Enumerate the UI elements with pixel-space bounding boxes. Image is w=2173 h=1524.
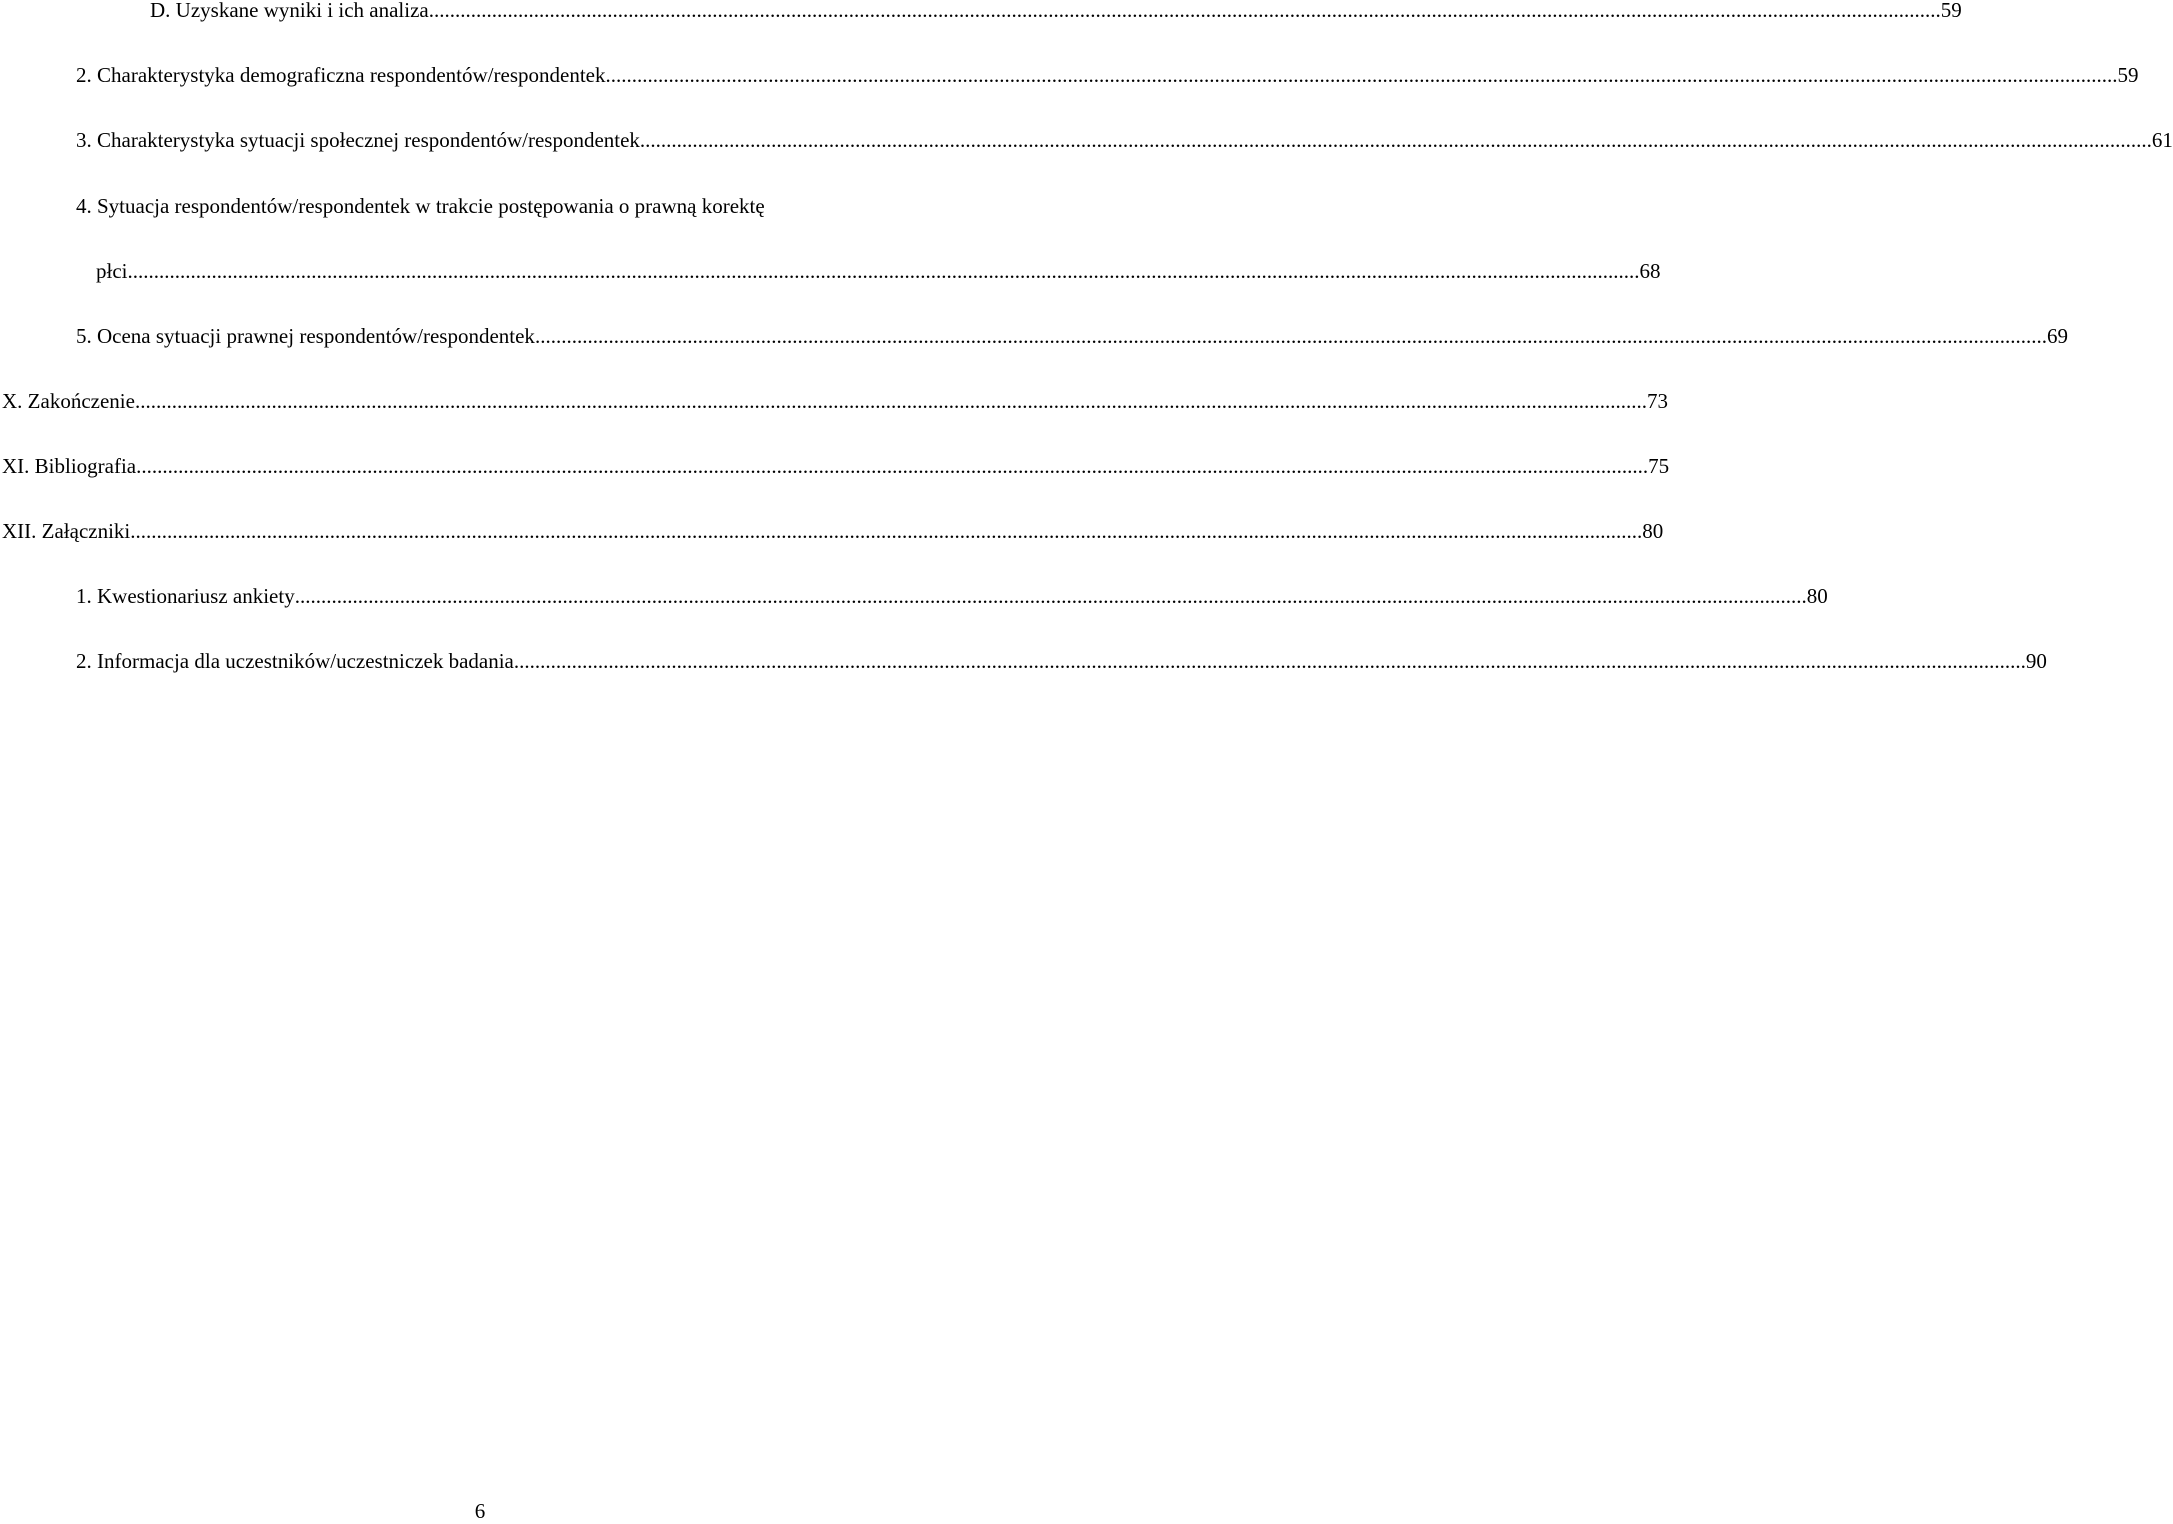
toc-entry-page: 80 bbox=[1806, 584, 1828, 608]
toc-entry-kwestionariusz[interactable] bbox=[76, 583, 1828, 609]
toc-entry-title: XI. Bibliografia bbox=[2, 454, 137, 478]
toc-dot-leader: ................................................................................................................................................................................................................................................................................................ bbox=[130, 519, 1643, 543]
toc-entry-page: 59 bbox=[1940, 0, 1962, 22]
toc-entry-page: 69 bbox=[2046, 324, 2068, 348]
toc-dot-leader: ................................................................................................................................................................................................................................................................................................ bbox=[639, 128, 2152, 152]
toc-entry-ocena-sytuacji[interactable] bbox=[76, 323, 2068, 349]
page-number: 6 bbox=[474, 1499, 486, 1523]
toc-entry-page: 75 bbox=[1648, 454, 1670, 478]
toc-dot-leader: ................................................................................................................................................................................................................................................................................................ bbox=[428, 0, 1941, 22]
toc-entry-plci[interactable] bbox=[96, 258, 1661, 284]
toc-entry-bibliografia[interactable] bbox=[2, 453, 1670, 479]
toc-entry-uzyskane-wyniki[interactable] bbox=[150, 0, 1962, 23]
toc-entry-title: płci bbox=[96, 259, 128, 283]
toc-entry-charakterystyka-demograficzna[interactable] bbox=[76, 62, 2139, 88]
toc-entry-zakonczenie[interactable] bbox=[2, 388, 1668, 414]
toc-dot-leader: ................................................................................................................................................................................................................................................................................................ bbox=[136, 454, 1649, 478]
toc-entry-page: 90 bbox=[2025, 649, 2047, 673]
toc-dot-leader: ................................................................................................................................................................................................................................................................................................ bbox=[534, 324, 2047, 348]
toc-entry-page: 73 bbox=[1646, 389, 1668, 413]
toc-entry-sytuacja-postepowanie[interactable]: 4. Sytuacja respondentów/respondentek w trakcie postępowania o prawną korektę bbox=[76, 194, 765, 218]
toc-dot-leader: ................................................................................................................................................................................................................................................................................................ bbox=[127, 259, 1640, 283]
toc-entry-page: 59 bbox=[2117, 63, 2139, 87]
toc-entry-title: 1. Kwestionariusz ankiety bbox=[76, 584, 295, 608]
toc-entry-page: 61 bbox=[2151, 128, 2173, 152]
toc-entry-title: D. Uzyskane wyniki i ich analiza bbox=[150, 0, 429, 22]
toc-entry-title: 3. Charakterystyka sytuacji społecznej respondentów/respondentek bbox=[76, 128, 640, 152]
toc-entry-title: X. Zakończenie bbox=[2, 389, 135, 413]
toc-dot-leader: ................................................................................................................................................................................................................................................................................................ bbox=[605, 63, 2118, 87]
toc-entry-title: 5. Ocena sytuacji prawnej respondentów/respondentek bbox=[76, 324, 535, 348]
toc-entry-page: 80 bbox=[1642, 519, 1664, 543]
toc-entry-title: XII. Załączniki bbox=[2, 519, 131, 543]
toc-entry-informacja[interactable] bbox=[76, 648, 2047, 674]
toc-dot-leader: ................................................................................................................................................................................................................................................................................................ bbox=[134, 389, 1647, 413]
toc-dot-leader: ................................................................................................................................................................................................................................................................................................ bbox=[294, 584, 1807, 608]
toc-entry-sytuacja-spoleczna[interactable] bbox=[76, 127, 2173, 153]
toc-dot-leader: ................................................................................................................................................................................................................................................................................................ bbox=[513, 649, 2026, 673]
toc-entry-zalaczniki[interactable] bbox=[2, 518, 1664, 544]
toc-entry-title: 2. Informacja dla uczestników/uczestniczek badania bbox=[76, 649, 514, 673]
toc-entry-title: 2. Charakterystyka demograficzna respondentów/respondentek bbox=[76, 63, 606, 87]
toc-entry-page: 68 bbox=[1639, 259, 1661, 283]
